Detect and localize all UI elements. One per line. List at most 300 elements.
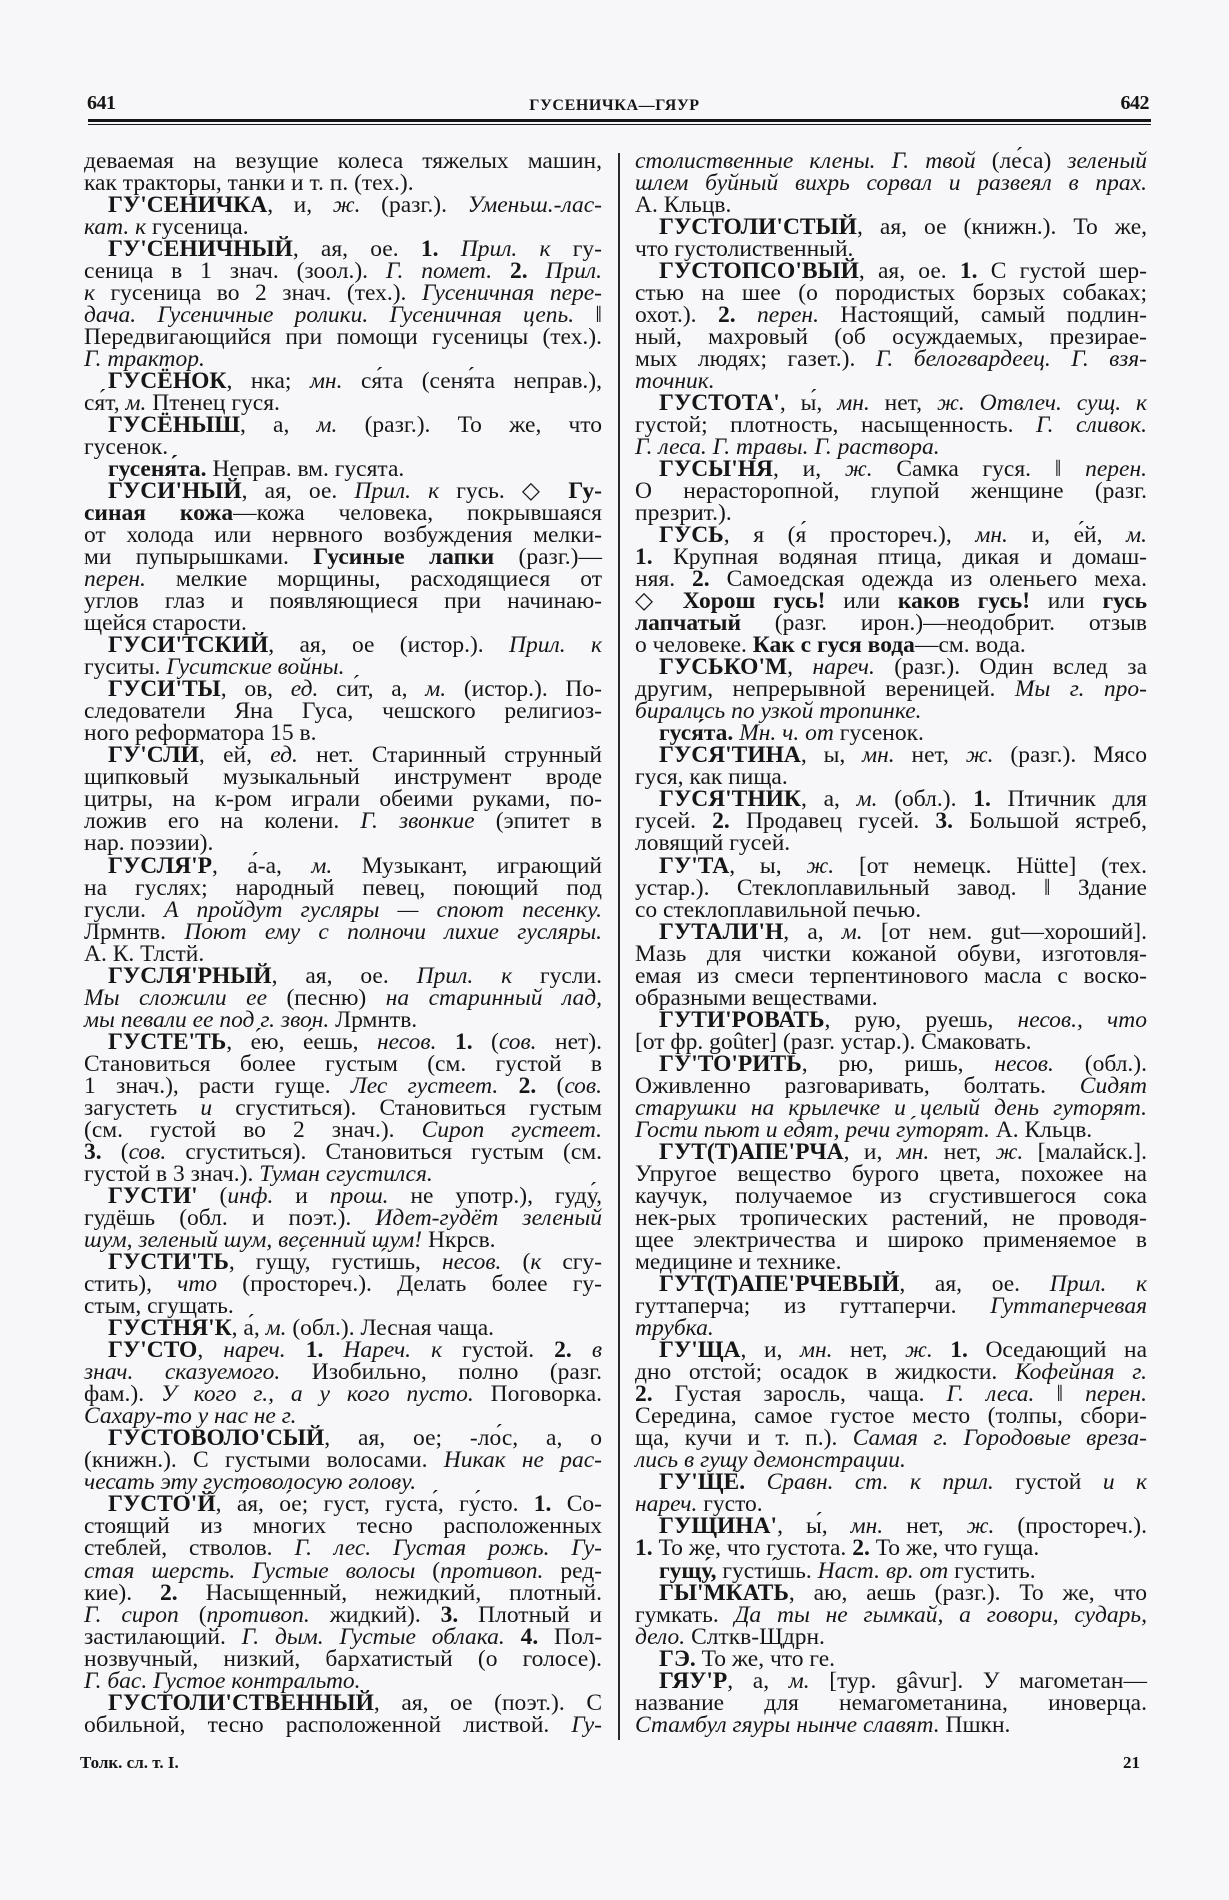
italic-text: У кого г., а у кого пусто. <box>161 1381 474 1408</box>
entry-line <box>84 940 602 967</box>
entry-first-line <box>84 367 602 394</box>
entry-line <box>84 1513 602 1540</box>
entry-line <box>84 808 602 835</box>
bold-text: 2. <box>692 566 710 593</box>
entry-first-line <box>635 257 1147 284</box>
entry-line <box>635 830 1147 857</box>
entry-line <box>635 1249 1147 1276</box>
italic-text: Мы г. про- <box>1014 676 1147 703</box>
plain-text: (простореч.). Делать более гу- <box>217 1271 602 1298</box>
italic-text: А пройдут гусляры — споют песенку. <box>164 896 602 923</box>
italic-text: Сидят <box>1079 1072 1147 1099</box>
plain-text: , нка; <box>226 367 310 394</box>
entry-line <box>635 1359 1147 1386</box>
italic-text: несов. <box>994 1050 1054 1077</box>
entry-line <box>635 1028 1147 1055</box>
plain-text: ложив его на колени. <box>84 808 361 835</box>
plain-text: гусенок. <box>833 720 924 747</box>
plain-text: , рую, руешь, <box>824 1006 1018 1033</box>
header-rule-thin <box>88 124 1151 125</box>
italic-text: Сироп густеет. <box>421 1116 602 1143</box>
italic-text: Лес густеет. <box>350 1072 499 1099</box>
plain-text: ◇ <box>635 588 683 615</box>
plain-text: стеблей, стволов. <box>84 1535 295 1562</box>
entry-line <box>84 610 602 637</box>
entry-headword: ГУСТИ' <box>108 1182 198 1209</box>
entry-first-line <box>84 1491 602 1518</box>
entry-line <box>635 1315 1147 1342</box>
entry-headword: ГУЩИНА' <box>659 1513 778 1540</box>
plain-text: густой <box>993 1469 1103 1496</box>
entry-headword: ГУСТОЛИ'СТВЕННЫЙ <box>108 1689 374 1716</box>
bold-text: 1. <box>635 1535 653 1562</box>
plain-text: , а́, <box>231 1315 266 1342</box>
entry-headword: ГУСТОВОЛО'СЫЙ <box>108 1425 325 1452</box>
italic-text: Прил. к <box>460 235 551 262</box>
italic-text: мн. <box>975 522 1008 549</box>
entry-line <box>84 984 602 1011</box>
bold-text: 4. <box>520 1623 539 1650</box>
plain-text: , ая, ое (поэт.). С <box>373 1689 602 1716</box>
entry-first-line <box>84 1337 603 1364</box>
plain-text: гуситы. <box>84 654 167 681</box>
plain-text: Передвигающийся при помощи гусеницы (тех.). <box>84 323 602 350</box>
plain-text: Поговорка. <box>473 1381 603 1408</box>
entry-first-line <box>84 962 602 989</box>
entry-headword: ГУСТО'Й <box>108 1491 216 1518</box>
entry-line <box>635 808 1147 835</box>
plain-text: (эпитет в <box>474 808 602 835</box>
entry-headword: гущу́, <box>659 1557 717 1584</box>
plain-text: нек-рых тропических растений, не проводя- <box>635 1205 1147 1231</box>
entry-first-line <box>84 1028 603 1055</box>
plain-text: стью на шее (о породистых борзых собаках; <box>635 279 1147 306</box>
italic-text: мн. <box>896 1138 930 1165</box>
plain-text: Густая заросль, чаща. <box>652 1381 947 1408</box>
entry-line <box>635 1182 1147 1209</box>
entry-headword: ГУ'СТО <box>108 1337 198 1364</box>
italic-text: Прил. <box>545 257 603 284</box>
plain-text: , а, <box>240 411 317 438</box>
bold-text: Гу- <box>568 477 602 504</box>
footer-signature: Толк. сл. т. I. <box>80 1753 179 1772</box>
italic-text: нареч. <box>812 654 875 681</box>
plain-text: обильной, тесно расположенной листвой. <box>84 1711 572 1738</box>
entry-line <box>84 698 602 725</box>
bold-text: 2. <box>712 808 730 835</box>
plain-text: А. Кльцв. <box>989 1116 1093 1143</box>
plain-text: О нерасторопной, глупой женщине (разг. <box>635 477 1147 504</box>
header-rule-thick <box>88 119 1151 122</box>
plain-text: образными веществами. <box>635 984 878 1011</box>
plain-text: , ая, ое. <box>241 477 355 504</box>
entry-headword: ГУСЛЯ'Р <box>108 852 212 879</box>
entry-line <box>84 1094 602 1121</box>
italic-text: Г. леса. <box>946 1381 1035 1408</box>
entry-headword: ГЭ. <box>659 1645 696 1672</box>
entry-line <box>84 896 602 923</box>
entry-line <box>635 940 1147 967</box>
plain-text: [от нем. gut—хороший]. <box>862 918 1147 945</box>
plain-text: То же, что густота. <box>652 1535 853 1562</box>
entry-line <box>84 786 602 813</box>
plain-text: Пол- <box>538 1623 603 1650</box>
entry-first-line <box>84 1182 603 1209</box>
plain-text: Мазь для чистки кожаной обуви, изготовля- <box>635 940 1147 967</box>
entry-headword: ГУТИ'РОВАТЬ <box>659 1006 825 1033</box>
entry-line <box>84 1293 602 1320</box>
italic-text: трубка. <box>635 1315 714 1342</box>
italic-text: зеленый <box>1067 147 1147 174</box>
plain-text: другим, непрерывной вереницей. <box>635 676 1015 703</box>
entry-line <box>84 1006 602 1033</box>
bold-text: 1. <box>420 235 439 262</box>
plain-text: Становиться более густым (см. густой в <box>84 1050 602 1077</box>
plain-text: , ая, ое (книжн.). То же, <box>856 213 1147 240</box>
italic-text: м. <box>125 389 147 416</box>
entry-line <box>84 1711 602 1738</box>
italic-text: м. <box>788 1667 810 1694</box>
entry-first-line <box>84 632 603 659</box>
entry-headword: ГУСЯ'ТНИК <box>659 786 801 813</box>
italic-text: Г. лес. Густая рожь. Гу- <box>294 1535 603 1562</box>
italic-text: несов. <box>441 1249 502 1276</box>
plain-text: жидкий). <box>309 1601 441 1628</box>
plain-text: со стеклоплавильной печью. <box>635 896 922 923</box>
entry-headword: ГУСЬКО'М <box>659 654 788 681</box>
plain-text: гудёшь (обл. и поэт.). <box>84 1205 376 1231</box>
entry-first-line <box>84 191 603 218</box>
plain-text: гусь. ◇ <box>439 477 569 504</box>
entry-line <box>635 1403 1147 1430</box>
entry-line <box>635 1207 1147 1229</box>
entry-first-line <box>84 477 602 504</box>
bold-text: 2. <box>509 257 528 284</box>
plain-text: стить), <box>84 1271 178 1298</box>
plain-text: А. К. Тлстй. <box>84 940 205 967</box>
italic-text: м. <box>841 918 863 945</box>
italic-text: сов. <box>128 1138 167 1165</box>
plain-text: няя. <box>635 566 693 593</box>
italic-text: Г. сироп <box>84 1601 179 1628</box>
entry-first-line <box>635 742 1147 769</box>
entry-headword: ГУ'ТА <box>659 852 730 879</box>
entry-line <box>635 433 1147 460</box>
plain-text: название для немагометанина, иноверца. <box>635 1689 1147 1716</box>
plain-text: , ы́, <box>777 1513 851 1540</box>
plain-text: Лрмнтв. <box>84 918 185 945</box>
italic-text: ж. <box>904 1337 933 1364</box>
plain-text: Большой ястреб, <box>953 808 1147 835</box>
italic-text: и <box>200 1094 213 1121</box>
italic-text: мн. <box>799 1337 833 1364</box>
plain-text: нет. Старинный струнный <box>297 742 602 769</box>
entry-first-line <box>635 852 1147 879</box>
plain-text: ( <box>101 1138 129 1165</box>
italic-text: ж. <box>844 455 873 482</box>
entry-line <box>84 588 602 615</box>
plain-text: , е́ю, е́ешь, <box>226 1028 377 1055</box>
italic-text: Нареч. к <box>343 1337 443 1364</box>
plain-text: , рю, ришь, <box>801 1050 995 1077</box>
italic-text: Гости пьют и едят, речи гу́торят. <box>635 1116 990 1143</box>
plain-text: Оседающий на <box>967 1337 1148 1364</box>
plain-text: сеница в 1 знач. (зоол.). <box>84 257 386 284</box>
bold-text: 1. <box>454 1028 473 1055</box>
plain-text: [тур. gâvur]. У магометан— <box>809 1667 1147 1694</box>
plain-text: ( <box>197 1182 228 1209</box>
entry-first-line <box>84 1425 602 1452</box>
plain-text: , ы, <box>729 852 807 879</box>
bold-text: 1. <box>973 786 991 813</box>
entry-line <box>84 1381 603 1408</box>
plain-text: ( <box>178 1601 207 1628</box>
italic-text: в <box>591 1337 603 1364</box>
entry-line <box>84 1601 602 1628</box>
plain-text: Изобильно, полно (разг. <box>280 1359 602 1386</box>
bold-text: 2. <box>852 1535 870 1562</box>
entry-line <box>84 918 602 945</box>
bold-text: 1. <box>950 1337 968 1364</box>
entry-line <box>635 411 1147 438</box>
bold-text: 1. <box>959 257 978 284</box>
plain-text: сгу- <box>541 1249 602 1276</box>
italic-text: ж. <box>806 852 835 879</box>
bold-text: 2. <box>554 1337 572 1364</box>
entry-first-line <box>635 1337 1148 1364</box>
entry-line <box>84 1623 603 1650</box>
italic-text: старушки на крылечке и целый день гуторят. <box>635 1094 1147 1121</box>
plain-text: мелкие морщины, расходящиеся от <box>145 566 602 593</box>
italic-text: мы певали ее под г. звон. <box>84 1006 330 1033</box>
italic-text: ж. <box>995 1138 1024 1165</box>
italic-text: ж. <box>966 1513 995 1540</box>
plain-text: , ей, <box>198 742 271 769</box>
italic-text: Прил. к <box>416 962 513 989</box>
plain-text: Плотный и <box>458 1601 602 1628</box>
plain-text: (разг.). То же, что <box>337 411 603 438</box>
plain-text: , а, <box>727 1667 789 1694</box>
entry-line <box>84 1160 602 1187</box>
italic-text: прош. <box>329 1182 389 1209</box>
entry-line <box>635 588 1147 615</box>
plain-text: следователи Яна Гуса, чешского религиоз- <box>84 698 602 725</box>
entry-line <box>635 698 1147 725</box>
entry-line <box>84 213 602 240</box>
right-page-number: 642 <box>1120 92 1149 114</box>
entry-line <box>84 169 602 196</box>
entry-line <box>84 1271 602 1298</box>
plain-text: , ая, ое (истор.). <box>268 632 510 659</box>
entry-first-line <box>84 742 602 769</box>
plain-text: густой в 3 знач.). <box>84 1160 260 1187</box>
plain-text: гу- <box>550 235 602 262</box>
plain-text: , а, <box>783 918 842 945</box>
plain-text: гуттаперча; из гуттаперчи. <box>635 1293 991 1320</box>
plain-text: С густой шер- <box>977 257 1147 284</box>
plain-text: о человеке. <box>635 632 753 659</box>
plain-text: загустеть <box>84 1094 201 1121</box>
plain-text: си́т, а, <box>318 676 426 703</box>
plain-text: ща, кучи и т. п.). <box>635 1425 853 1452</box>
bold-text: лапчатый <box>635 610 741 637</box>
italic-text: инф. <box>227 1182 274 1209</box>
entry-line <box>84 830 602 857</box>
entry-line <box>635 235 1147 262</box>
bold-text: 1. <box>533 1491 552 1518</box>
plain-text: Музыкант, играющий <box>332 852 603 879</box>
bold-text: 2. <box>717 301 736 328</box>
plain-text: , ов, <box>220 676 291 703</box>
plain-text: или <box>1030 588 1103 615</box>
entry-headword: ГЫ'МКАТЬ <box>659 1579 789 1606</box>
right-column <box>635 147 1148 1738</box>
plain-text: устар.). Стеклоплавильный завод. ‖ Здание <box>635 874 1147 901</box>
entry-first-line <box>84 411 603 438</box>
entry-line <box>84 389 602 416</box>
entry-first-line <box>635 213 1147 240</box>
plain-text: , ая, ое. <box>899 1271 1050 1298</box>
plain-text: [от немецк. Hütte] (тех. <box>834 852 1147 879</box>
entry-headword: ГУСТНЯ'К <box>108 1315 232 1342</box>
entry-headword: гусеня́та. <box>108 455 207 482</box>
plain-text: нозвучный, низкий, бархатистый (о голосе). <box>84 1645 602 1672</box>
plain-text: ( <box>536 1072 565 1099</box>
column-divider <box>618 153 620 1740</box>
plain-text: (обл.). Лесная чаща. <box>286 1315 495 1342</box>
plain-text: Пшкн. <box>939 1711 1011 1738</box>
entry-line <box>84 720 602 747</box>
plain-text: нет). <box>536 1028 603 1055</box>
entry-line <box>635 962 1147 989</box>
plain-text: (разг.). <box>360 191 468 218</box>
italic-text: Уменьш.-лас- <box>467 191 603 218</box>
plain-text: —см. вода. <box>914 632 1026 659</box>
entry-line <box>635 984 1147 1011</box>
plain-text: гусеница. <box>146 213 249 240</box>
left-page-number: 641 <box>87 92 116 114</box>
plain-text: сгуститься). Становиться густым (см. <box>166 1138 602 1165</box>
entry-first-line <box>635 654 1148 681</box>
plain-text: густой. <box>442 1337 555 1364</box>
entry-first-line <box>635 455 1148 482</box>
italic-text: Г. дым. Густые облака. <box>241 1623 505 1650</box>
entry-headword: ГУСТОЛИ'СТЫЙ <box>659 213 857 240</box>
entry-first-line <box>84 1315 602 1342</box>
entry-headword: ГУТ(Т)АПЕ'РЧЕВЫЙ <box>659 1271 900 1298</box>
italic-text: Туман сгустился. <box>259 1160 433 1187</box>
plain-text: густи́шь. <box>716 1557 818 1584</box>
italic-text: Гуттаперчевая <box>990 1293 1147 1320</box>
plain-text: 1 знач.), расти гуще. <box>84 1072 351 1099</box>
plain-text: ред- <box>543 1557 602 1584</box>
italic-text: Прил. к <box>1049 1271 1147 1298</box>
entry-line <box>635 279 1147 306</box>
plain-text: , и, <box>740 1337 800 1364</box>
plain-text: Настоящий, самый подлин- <box>818 301 1147 328</box>
entry-headword: ГУ'ЩЕ. <box>659 1469 746 1496</box>
plain-text: гусеница во 2 знач. (тех.). <box>95 279 422 306</box>
entry-first-line <box>635 1138 1147 1165</box>
entry-headword: ГУСЬ <box>659 522 724 549</box>
plain-text: —кожа человека, покрывшаяся <box>233 500 602 526</box>
italic-text: Сахару-то у нас не г. <box>84 1403 297 1430</box>
bold-text: 2. <box>518 1072 537 1099</box>
plain-text: (обл.). <box>1053 1050 1147 1077</box>
entry-first-line <box>635 1271 1147 1298</box>
plain-text: каучук, получаемое из сгустившегося сока <box>635 1182 1147 1209</box>
entry-line <box>635 1227 1147 1254</box>
plain-text: ми пупырышками. <box>84 544 314 571</box>
italic-text: сов. <box>498 1028 537 1055</box>
plain-text: на гуслях; народный певец, поющий под <box>84 874 602 901</box>
plain-text: Насыщенный, нежидкий, плотный. <box>177 1579 603 1606</box>
plain-text: ( <box>472 1028 499 1055</box>
entry-line <box>635 1535 1147 1562</box>
italic-text: Г. звонкие <box>360 808 475 835</box>
plain-text: ( <box>415 1557 441 1584</box>
entry-line <box>84 279 603 306</box>
italic-text: точник. <box>635 367 715 394</box>
entry-headword: ГУСЫ'НЯ <box>659 455 774 482</box>
entry-headword: ГУ'ТО'РИТЬ <box>659 1050 802 1077</box>
italic-text: шум, зеленый шум, весенний шум! <box>84 1227 423 1254</box>
entry-headword: ГУСТЕ'ТЬ <box>108 1028 227 1055</box>
entry-first-line <box>84 852 603 879</box>
italic-text: м. <box>265 1315 287 1342</box>
plain-text: углов глаз и появляющиеся при начинаю- <box>84 588 602 615</box>
italic-text: ж. Отвлеч. сущ. к <box>936 389 1147 416</box>
plain-text: нет, <box>869 389 937 416</box>
plain-text: (разг.). Мясо <box>993 742 1147 769</box>
italic-text: Мн. ч. от <box>739 720 834 747</box>
plain-text: нет, <box>883 1513 967 1540</box>
bold-text: 1. <box>635 544 653 571</box>
entry-headword: ГУСЁНОК <box>108 367 227 394</box>
italic-text: лись в гущу демонстрации. <box>635 1447 906 1474</box>
plain-text: [от фр. goûter] (разг. устар.). Смаковать. <box>635 1028 1032 1055</box>
italic-text: что <box>177 1271 218 1298</box>
italic-text: несов., что <box>1017 1006 1147 1033</box>
plain-text: кие). <box>84 1579 161 1606</box>
italic-text: знач. сказуемого. <box>84 1359 281 1386</box>
plain-text: что густолиственный. <box>635 235 854 262</box>
plain-text: ный, махровый (об осуждаемых, презирае- <box>635 323 1147 350</box>
plain-text: Птенец гуся. <box>146 389 280 416</box>
entry-headword: гуся́та. <box>659 720 734 747</box>
bold-text: каков гусь! <box>897 588 1031 615</box>
italic-text: мн. <box>850 1513 884 1540</box>
italic-text: перен. <box>757 301 819 328</box>
plain-text: , аю, аешь (разг.). То же, что <box>788 1579 1147 1606</box>
plain-text: гуся, как пища. <box>635 764 788 791</box>
plain-text: гусли. <box>84 896 165 923</box>
italic-text: Г. леса. Г. травы. Г. раствора. <box>635 433 940 460</box>
plain-text: дно отстой; осадок в жидкости. <box>635 1359 1015 1386</box>
entry-line <box>635 1094 1147 1121</box>
italic-text: ед. <box>290 676 319 703</box>
plain-text: Лрмнтв. <box>329 1006 418 1033</box>
plain-text: цитры, на к-ром играли обеими руками, по- <box>84 786 602 813</box>
plain-text: охот.). <box>635 301 718 328</box>
entry-line <box>635 323 1147 350</box>
plain-text: , ая, ое. <box>292 235 421 262</box>
entry-line <box>635 1447 1147 1474</box>
plain-text: щее электричества и широко применяемое в <box>635 1227 1147 1254</box>
entry-line <box>84 1207 602 1229</box>
plain-text: Оживленно разговаривать, болтать. <box>635 1072 1080 1099</box>
entry-first-line <box>635 786 1147 813</box>
